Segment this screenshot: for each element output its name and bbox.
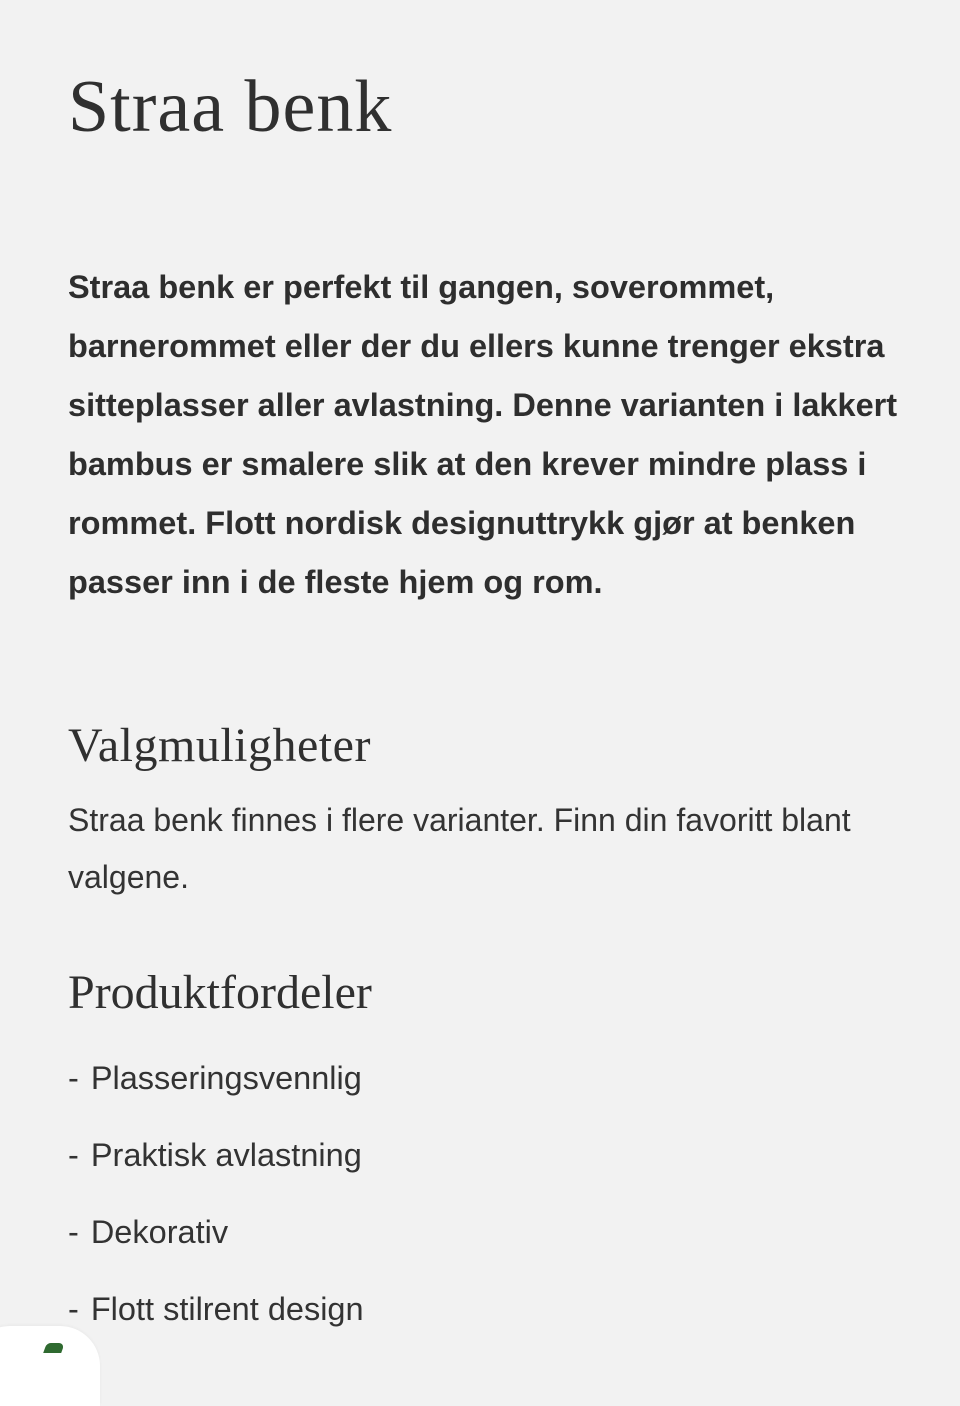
options-text: Straa benk finnes i flere varianter. Finn din favoritt blant valgene. — [68, 802, 851, 895]
brand-logo-icon — [43, 1343, 65, 1353]
benefits-list — [68, 1040, 364, 1348]
benefit-item — [68, 1117, 364, 1194]
benefit-item — [68, 1194, 364, 1271]
dash-bullet: - — [68, 1137, 79, 1173]
benefit-item — [68, 1040, 364, 1117]
benefit-label: Praktisk avlastning — [90, 1137, 362, 1173]
dash-bullet: - — [68, 1214, 79, 1250]
floating-chat-button[interactable] — [0, 1326, 100, 1406]
product-title: Straa benk — [68, 66, 393, 148]
benefit-label: Plasseringsvennlig — [90, 1060, 362, 1096]
options-heading: Valgmuligheter — [68, 719, 371, 772]
benefit-label: Dekorativ — [90, 1214, 229, 1250]
benefits-heading: Produktfordeler — [68, 966, 372, 1019]
dash-bullet: - — [68, 1291, 79, 1327]
benefit-item — [68, 1271, 364, 1348]
benefit-label: Flott stilrent design — [90, 1291, 364, 1327]
dash-bullet: - — [68, 1060, 79, 1096]
product-description: Straa benk er perfekt til gangen, soverommet, barnerommet eller der du ellers kunne trenger ekstra sitteplasser aller avlastning. Denne varianten i lakkert bambus er smalere slik at den krever mindre plass i rommet. Flott nordisk designuttrykk gjør at benken passer inn i de fleste hjem og rom. — [68, 269, 898, 600]
